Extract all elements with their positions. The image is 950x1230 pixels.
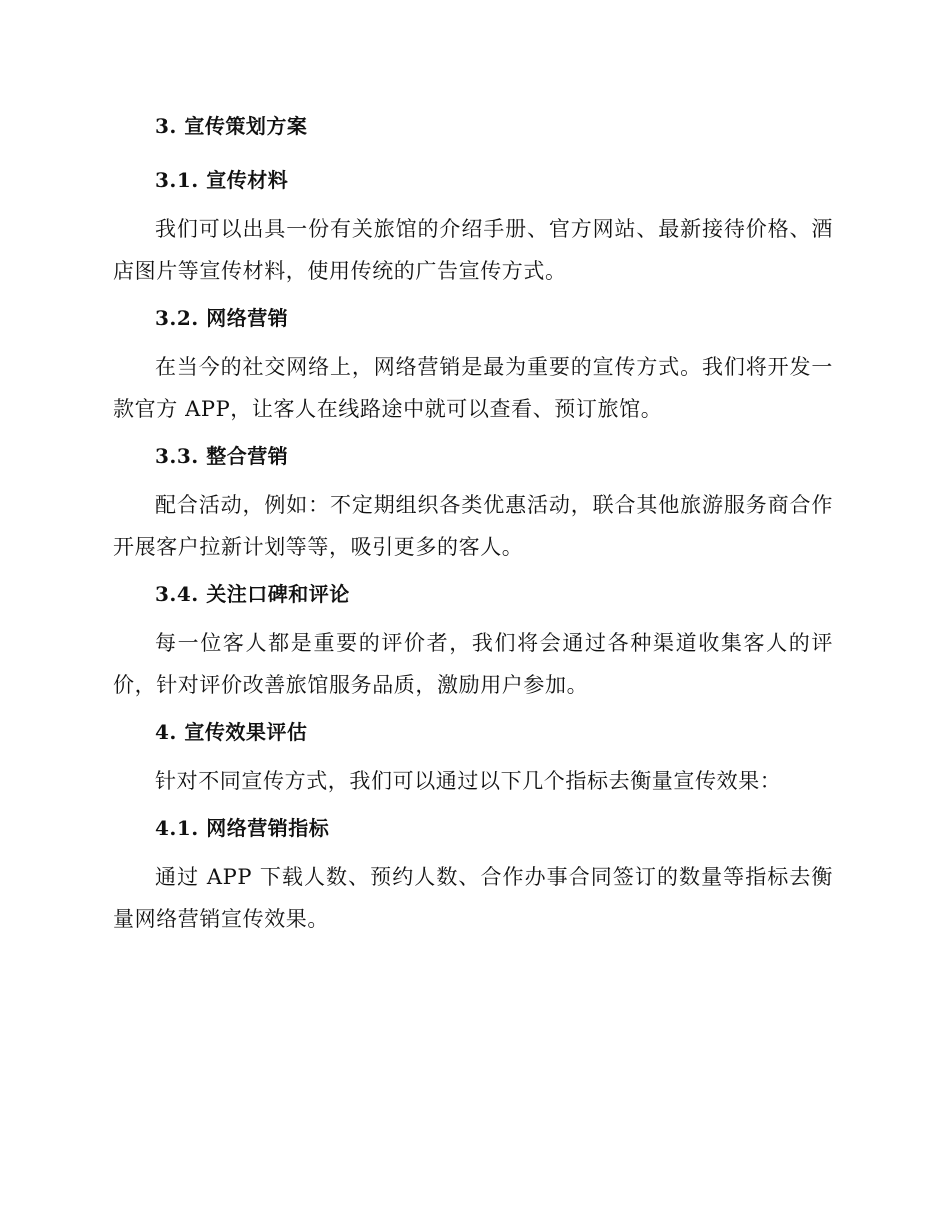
section-heading-3: 3. 宣传策划方案 — [155, 114, 308, 138]
section-text-3-3: 配合活动，例如：不定期组织各类优惠活动，联合其他旅游服务商合作开展客户拉新计划等等，吸引更多的客人。 — [113, 493, 833, 559]
section-text-4-1: 通过 APP 下载人数、预约人数、合作办事合同签订的数量等指标去衡量网络营销宣传效果。 — [113, 865, 833, 931]
section-heading-4: 4. 宣传效果评估 — [155, 720, 308, 744]
section-heading-3-4: 3.4. 关注口碑和评论 — [155, 582, 350, 606]
section-text-3-1: 我们可以出具一份有关旅馆的介绍手册、官方网站、最新接待价格、酒店图片等宣传材料，使用传统的广告宣传方式。 — [113, 217, 833, 283]
document-body — [113, 112, 833, 940]
section-heading-3-1: 3.1. 宣传材料 — [155, 168, 289, 192]
section-heading-3-3: 3.3. 整合营销 — [155, 444, 289, 468]
section-heading-3-2: 3.2. 网络营销 — [155, 306, 289, 330]
section-text-4: 针对不同宣传方式，我们可以通过以下几个指标去衡量宣传效果： — [155, 769, 782, 793]
section-heading-4-1: 4.1. 网络营销指标 — [155, 816, 330, 840]
section-text-3-4: 每一位客人都是重要的评价者，我们将会通过各种渠道收集客人的评价，针对评价改善旅馆服务品质，激励用户参加。 — [113, 631, 833, 697]
section-text-3-2: 在当今的社交网络上，网络营销是最为重要的宣传方式。我们将开发一款官方 APP，让客人在线路途中就可以查看、预订旅馆。 — [113, 355, 833, 421]
